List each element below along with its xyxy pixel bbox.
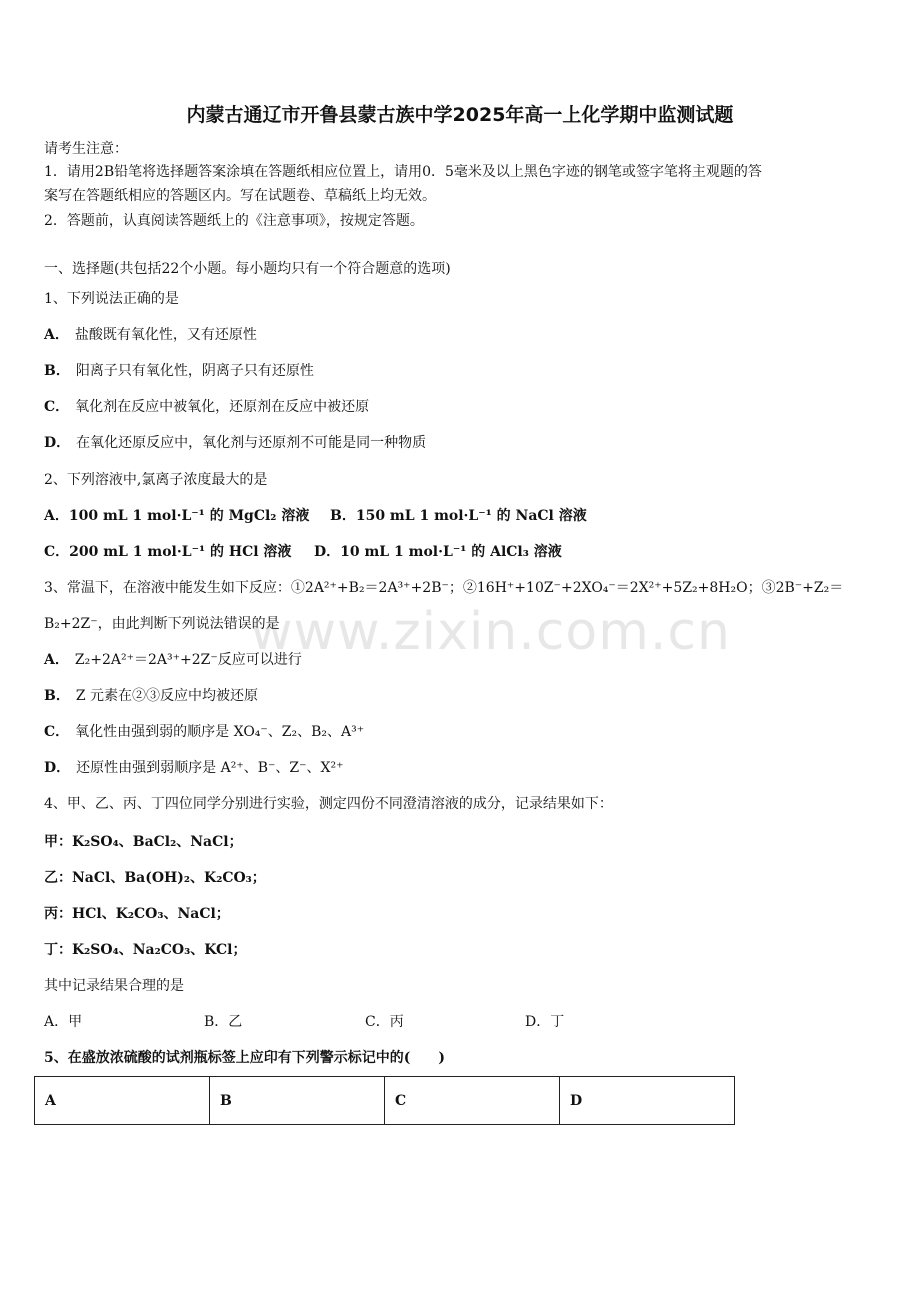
question-2-option-d: D．10 mL 1 mol·L⁻¹ 的 AlCl₃ 溶液 bbox=[314, 544, 562, 560]
question-1-option-b bbox=[44, 362, 314, 380]
option-label: B． bbox=[44, 688, 70, 704]
table-cell-c: C bbox=[384, 1077, 559, 1125]
option-text: 氧化剂在反应中被氧化，还原剂在反应中被还原 bbox=[75, 399, 370, 415]
question-3-option-c bbox=[44, 723, 364, 741]
question-4-option-c: C．丙 bbox=[365, 1014, 404, 1030]
question-4-option-a: A．甲 bbox=[44, 1014, 83, 1030]
option-text: 在氧化还原反应中，氧化剂与还原剂不可能是同一种物质 bbox=[76, 435, 427, 451]
option-text: 氧化性由强到弱的顺序是 XO₄⁻、Z₂、B₂、A³⁺ bbox=[75, 724, 365, 740]
option-text: 阳离子只有氧化性，阴离子只有还原性 bbox=[75, 363, 314, 379]
question-3-option-d bbox=[44, 759, 343, 777]
record-yi: 乙：NaCl、Ba(OH)₂、K₂CO₃； bbox=[44, 870, 266, 886]
page-title: 内蒙古通辽市开鲁县蒙古族中学2025年高一上化学期中监测试题 bbox=[186, 104, 734, 126]
notice-item-2: 2．答题前，认真阅读答题纸上的《注意事项》，按规定答题。 bbox=[44, 213, 424, 229]
option-text: 还原性由强到弱顺序是 A²⁺、B⁻、Z⁻、X²⁺ bbox=[76, 760, 344, 776]
option-text: 盐酸既有氧化性，又有还原性 bbox=[74, 327, 257, 343]
section-heading: 一、选择题(共包括22个小题。每小题均只有一个符合题意的选项) bbox=[44, 261, 451, 277]
question-2-stem: 2、下列溶液中,氯离子浓度最大的是 bbox=[44, 472, 268, 488]
notice-heading: 请考生注意： bbox=[44, 141, 128, 157]
question-3-stem-line-2: B₂+2Z⁻，由此判断下列说法错误的是 bbox=[44, 616, 280, 632]
notice-item-1-line-1: 1．请用2B铅笔将选择题答案涂填在答题纸相应位置上，请用0．5毫米及以上黑色字迹的钢笔或签字笔将主观题的答 bbox=[44, 164, 762, 180]
option-label: C． bbox=[44, 399, 70, 415]
question-1-option-c bbox=[44, 398, 369, 416]
option-label: D． bbox=[44, 435, 71, 451]
watermark: www.zixin.com.cn bbox=[250, 602, 731, 662]
option-text: Z₂+2A²⁺＝2A³⁺+2Z⁻反应可以进行 bbox=[74, 652, 302, 668]
question-5-stem: 5、在盛放浓硫酸的试剂瓶标签上应印有下列警示标记中的( ) bbox=[44, 1050, 445, 1066]
question-1-stem: 1、下列说法正确的是 bbox=[44, 291, 179, 307]
question-4-option-d: D．丁 bbox=[525, 1014, 565, 1030]
warning-sign-table bbox=[34, 1076, 735, 1125]
table-row bbox=[35, 1077, 735, 1125]
question-4-stem: 4、甲、乙、丙、丁四位同学分别进行实验，测定四份不同澄清溶液的成分，记录结果如下： bbox=[44, 796, 613, 812]
record-ding: 丁：K₂SO₄、Na₂CO₃、KCl； bbox=[44, 942, 247, 958]
notice-item-1-line-2: 案写在答题纸相应的答题区内。写在试题卷、草稿纸上均无效。 bbox=[44, 188, 436, 204]
question-2-option-c: C．200 mL 1 mol·L⁻¹ 的 HCl 溶液 bbox=[44, 544, 292, 560]
option-label: A． bbox=[44, 652, 69, 668]
table-cell-b: B bbox=[209, 1077, 384, 1125]
question-2-option-b: B．150 mL 1 mol·L⁻¹ 的 NaCl 溶液 bbox=[330, 508, 587, 524]
option-label: C． bbox=[44, 724, 70, 740]
question-1-option-a bbox=[44, 326, 257, 344]
question-3-stem-line-1: 3、常温下，在溶液中能发生如下反应：①2A²⁺+B₂＝2A³⁺+2B⁻；②16H⁺+10Z⁻+2XO₄⁻＝2X²⁺+5Z₂+8H₂O；③2B⁻+Z₂＝ bbox=[44, 580, 844, 596]
option-label: D． bbox=[44, 760, 71, 776]
option-text: Z 元素在②③反应中均被还原 bbox=[75, 688, 259, 704]
question-1-option-d bbox=[44, 434, 426, 452]
question-2-option-a: A．100 mL 1 mol·L⁻¹ 的 MgCl₂ 溶液 bbox=[44, 508, 310, 524]
option-label: B． bbox=[44, 363, 70, 379]
question-4-prompt: 其中记录结果合理的是 bbox=[44, 978, 184, 994]
question-3-option-b bbox=[44, 687, 258, 705]
question-4-option-b: B．乙 bbox=[204, 1014, 243, 1030]
table-cell-d: D bbox=[559, 1077, 734, 1125]
record-jia: 甲：K₂SO₄、BaCl₂、NaCl； bbox=[44, 834, 243, 850]
table-cell-a: A bbox=[35, 1077, 210, 1125]
record-bing: 丙：HCl、K₂CO₃、NaCl； bbox=[44, 906, 230, 922]
option-label: A． bbox=[44, 327, 69, 343]
